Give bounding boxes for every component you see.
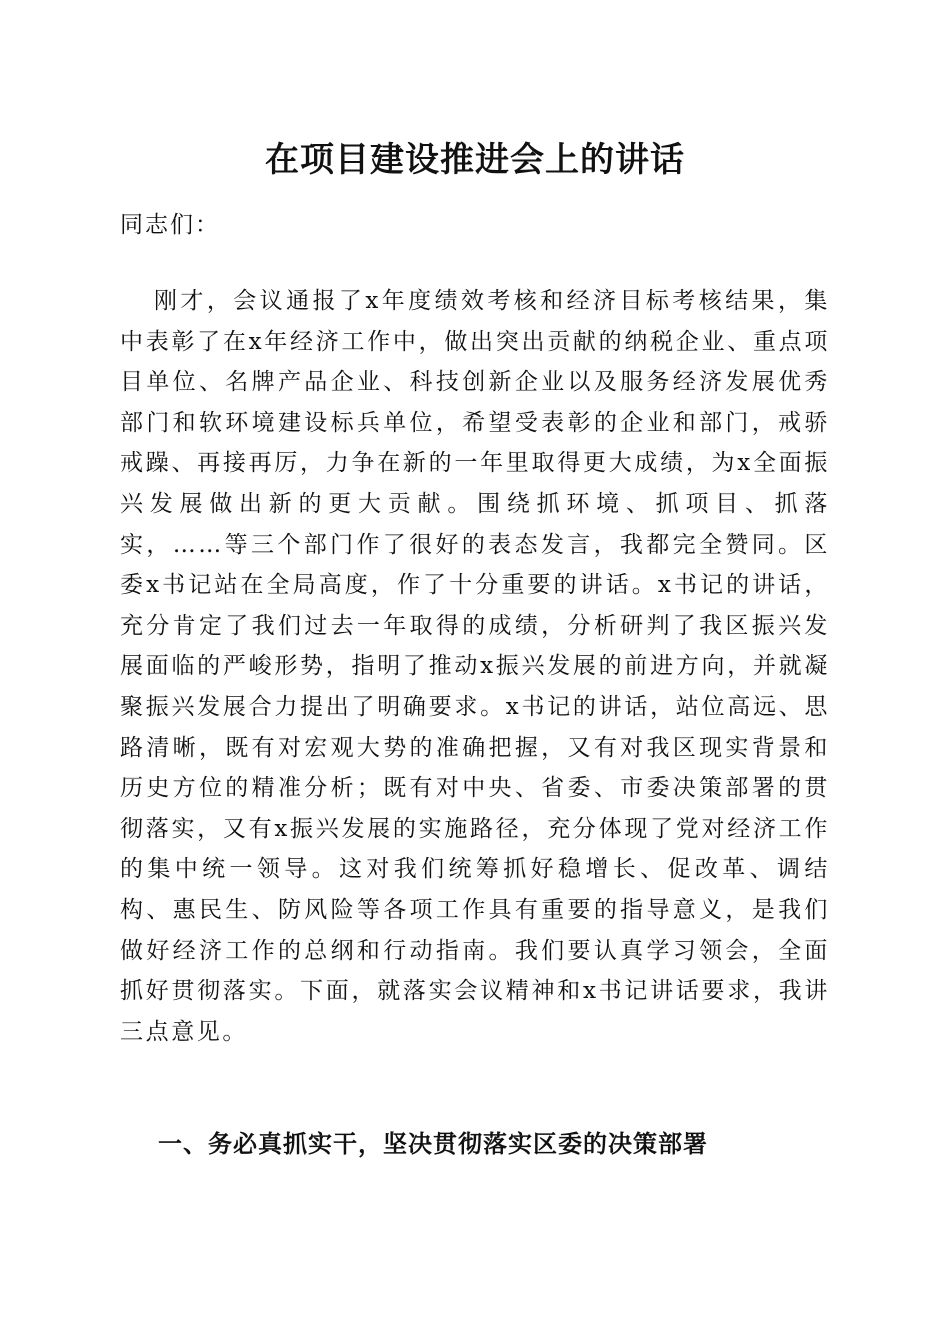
section-heading: 一、务必真抓实干，坚决贯彻落实区委的决策部署 — [158, 1130, 708, 1158]
greeting: 同志们： — [120, 212, 220, 238]
body-paragraph: 刚才，会议通报了x年度绩效考核和经济目标考核结果，集中表彰了在x年经济工作中，做出突出贡献的纳税企业、重点项目单位、名牌产品企业、科技创新企业以及服务经济发展优秀部门和软环境建设标兵单位，希望受表彰的企业和部门，戒骄戒躁、再接再厉，力争在新的一年里取得更大成绩，为x全面振兴发展做出新的更大贡献。围绕抓环境、抓项目、抓落实，……等三个部门作了很好的表态发言，我都完全赞同。区委x书记站在全局高度，作了十分重要的讲话。x书记的讲话，充分肯定了我们过去一年取得的成绩，分析研判了我区振兴发展面临的严峻形势，指明了推动x振兴发展的前进方向，并就凝聚振兴发展合力提出了明确要求。x书记的讲话，站位高远、思路清晰，既有对宏观大势的准确把握，又有对我区现实背景和历史方位的精准分析；既有对中央、省委、市委决策部署的贯彻落实，又有x振兴发展的实施路径，充分体现了党对经济工作的集中统一领导。这对我们统筹抓好稳增长、促改革、调结构、惠民生、防风险等各项工作具有重要的指导意义，是我们做好经济工作的总纲和行动指南。我们要认真学习领会，全面抓好贯彻落实。下面，就落实会议精神和x书记讲话要求，我讲三点意见。 — [120, 288, 830, 1045]
document-title: 在项目建设推进会上的讲话 — [265, 140, 685, 180]
